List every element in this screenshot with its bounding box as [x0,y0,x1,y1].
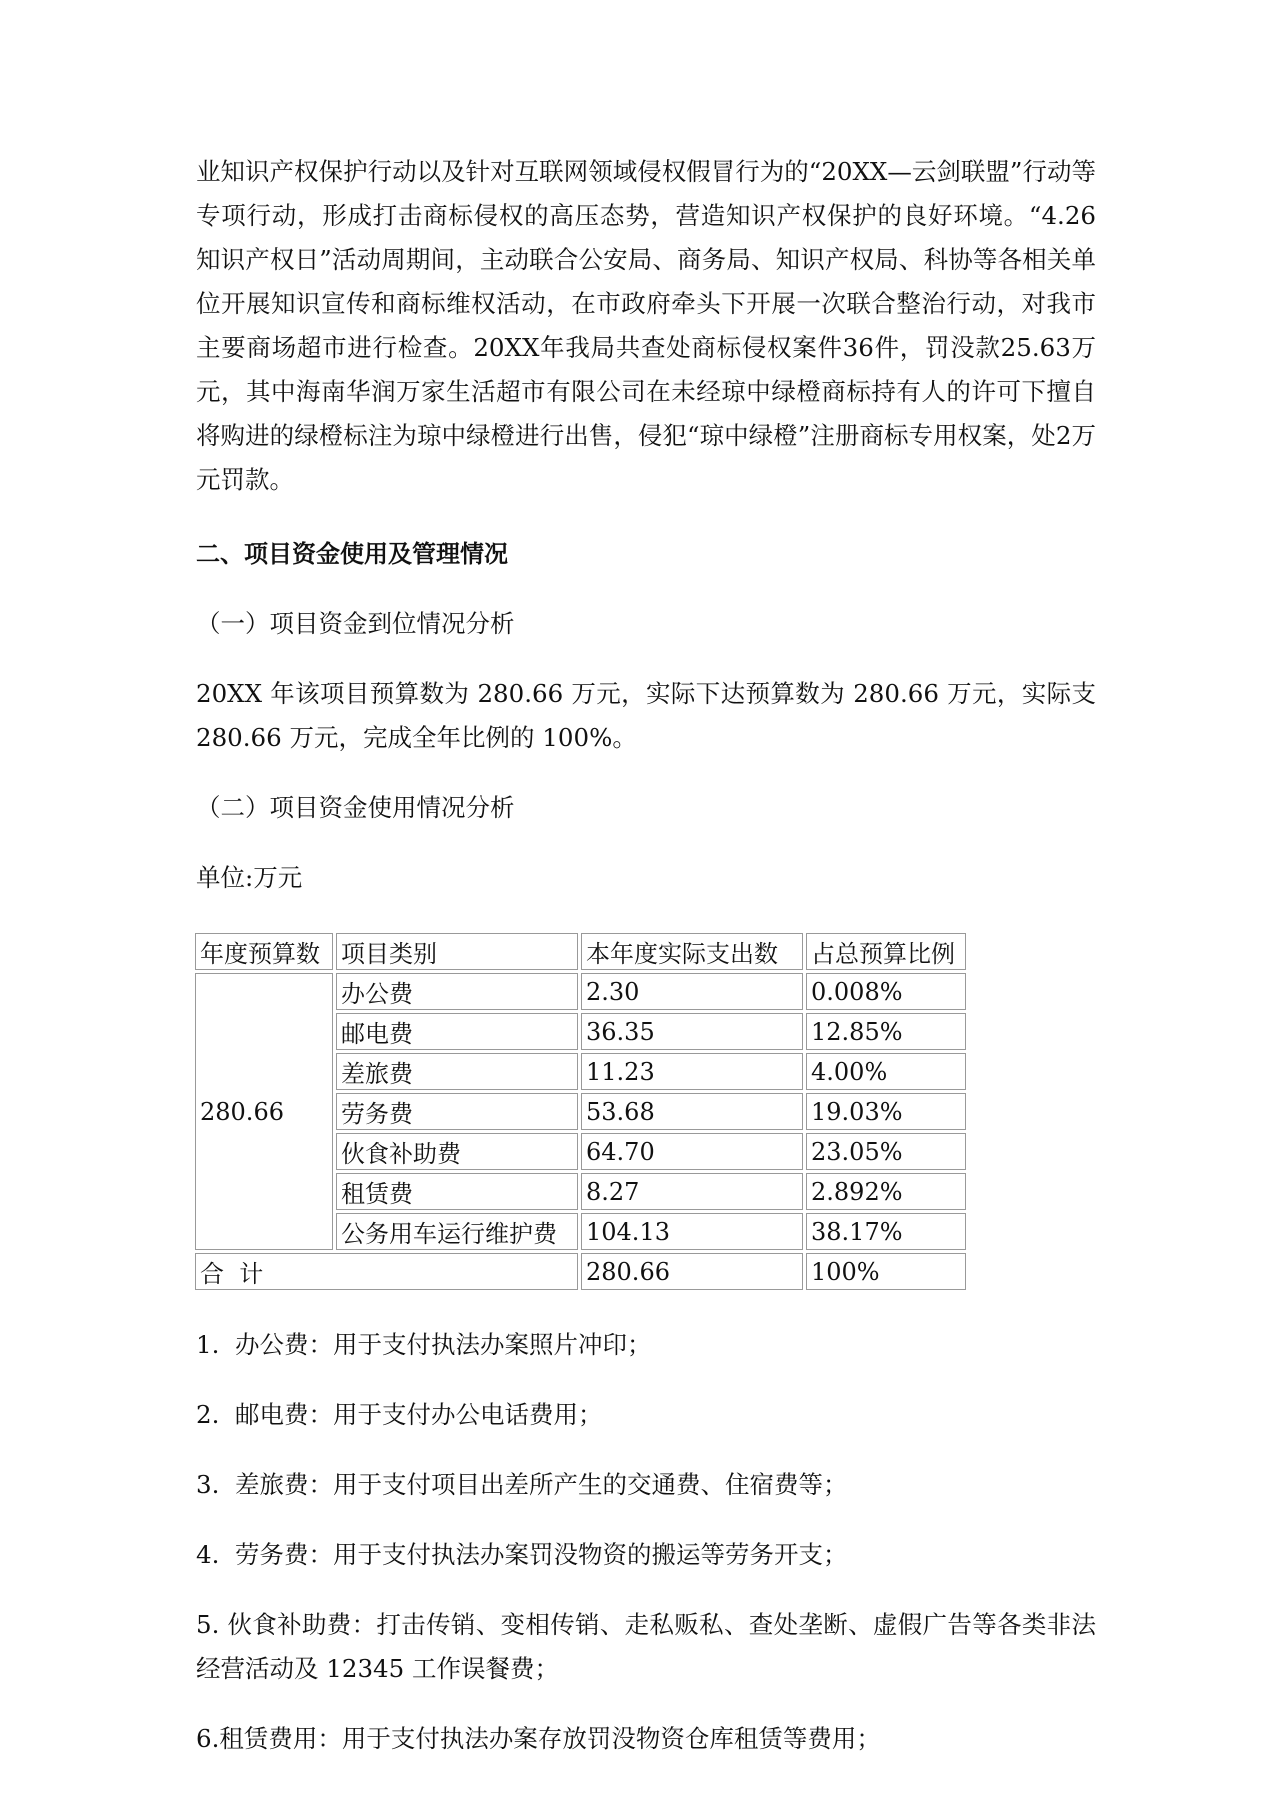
total-ratio-cell: 100% [806,1253,966,1290]
ratio-cell: 4.00% [806,1053,966,1090]
amount-cell: 8.27 [581,1173,803,1210]
header-category: 项目类别 [336,933,578,970]
budget-total-cell: 280.66 [195,973,333,1250]
intro-paragraph: 业知识产权保护行动以及针对互联网领域侵权假冒行为的“20XX—云剑联盟”行动等专项行动，形成打击商标侵权的高压态势，营造知识产权保护的良好环境。“4.26知识产权日”活动周期间，主动联合公安局、商务局、知识产权局、科协等各相关单位开展知识宣传和商标维权活动，在市政府牵头下开展一次联合整治行动，对我市主要商场超市进行检查。20XX年我局共查处商标侵权案件36件，罚没款25.63万元，其中海南华润万家生活超市有限公司在未经琼中绿橙商标持有人的许可下擅自将购进的绿橙标注为琼中绿橙进行出售，侵犯“琼中绿橙”注册商标专用权案，处2万元罚款。 [196,157,1096,494]
table-row [195,973,966,1010]
category-cell: 邮电费 [336,1013,578,1050]
category-cell: 差旅费 [336,1053,578,1090]
note-item: 1. 办公费：用于支付执法办案照片冲印； [196,1330,652,1359]
amount-cell: 104.13 [581,1213,803,1250]
subsection-heading-usage: （二）项目资金使用情况分析 [196,793,515,822]
note-item: 3. 差旅费：用于支付项目出差所产生的交通费、住宿费等； [196,1470,848,1499]
amount-cell: 2.30 [581,973,803,1010]
funding-paragraph: 20XX 年该项目预算数为 280.66 万元，实际下达预算数为 280.66 万元，实际支280.66 万元，完成全年比例的 100%。 [196,679,1096,752]
amount-cell: 36.35 [581,1013,803,1050]
section-heading: 二、项目资金使用及管理情况 [196,540,508,568]
ratio-cell: 19.03% [806,1093,966,1130]
header-ratio: 占总预算比例 [806,933,966,970]
note-item: 5. 伙食补助费：打击传销、变相传销、走私贩私、查处垄断、虚假广告等各类非法经营活动及 12345 工作误餐费； [196,1610,1096,1683]
note-item: 4. 劳务费：用于支付执法办案罚没物资的搬运等劳务开支； [196,1540,848,1569]
note-item: 6.租赁费用：用于支付执法办案存放罚没物资仓库租赁等费用； [196,1724,881,1753]
category-cell: 伙食补助费 [336,1133,578,1170]
unit-label: 单位:万元 [196,863,303,892]
total-label-cell: 合 计 [195,1253,578,1290]
note-item: 2. 邮电费：用于支付办公电话费用； [196,1400,603,1429]
amount-cell: 53.68 [581,1093,803,1130]
amount-cell: 11.23 [581,1053,803,1090]
total-amount-cell: 280.66 [581,1253,803,1290]
header-actual-spend: 本年度实际支出数 [581,933,803,970]
subsection-heading-funding: （一）项目资金到位情况分析 [196,609,515,638]
ratio-cell: 0.008% [806,973,966,1010]
ratio-cell: 2.892% [806,1173,966,1210]
ratio-cell: 12.85% [806,1013,966,1050]
category-cell: 劳务费 [336,1093,578,1130]
category-cell: 租赁费 [336,1173,578,1210]
ratio-cell: 38.17% [806,1213,966,1250]
header-budget: 年度预算数 [195,933,333,970]
amount-cell: 64.70 [581,1133,803,1170]
budget-table [192,930,969,1293]
table-total-row [195,1253,966,1290]
document-page [196,150,1096,1787]
category-cell: 办公费 [336,973,578,1010]
ratio-cell: 23.05% [806,1133,966,1170]
table-header-row [195,933,966,970]
category-cell: 公务用车运行维护费 [336,1213,578,1250]
